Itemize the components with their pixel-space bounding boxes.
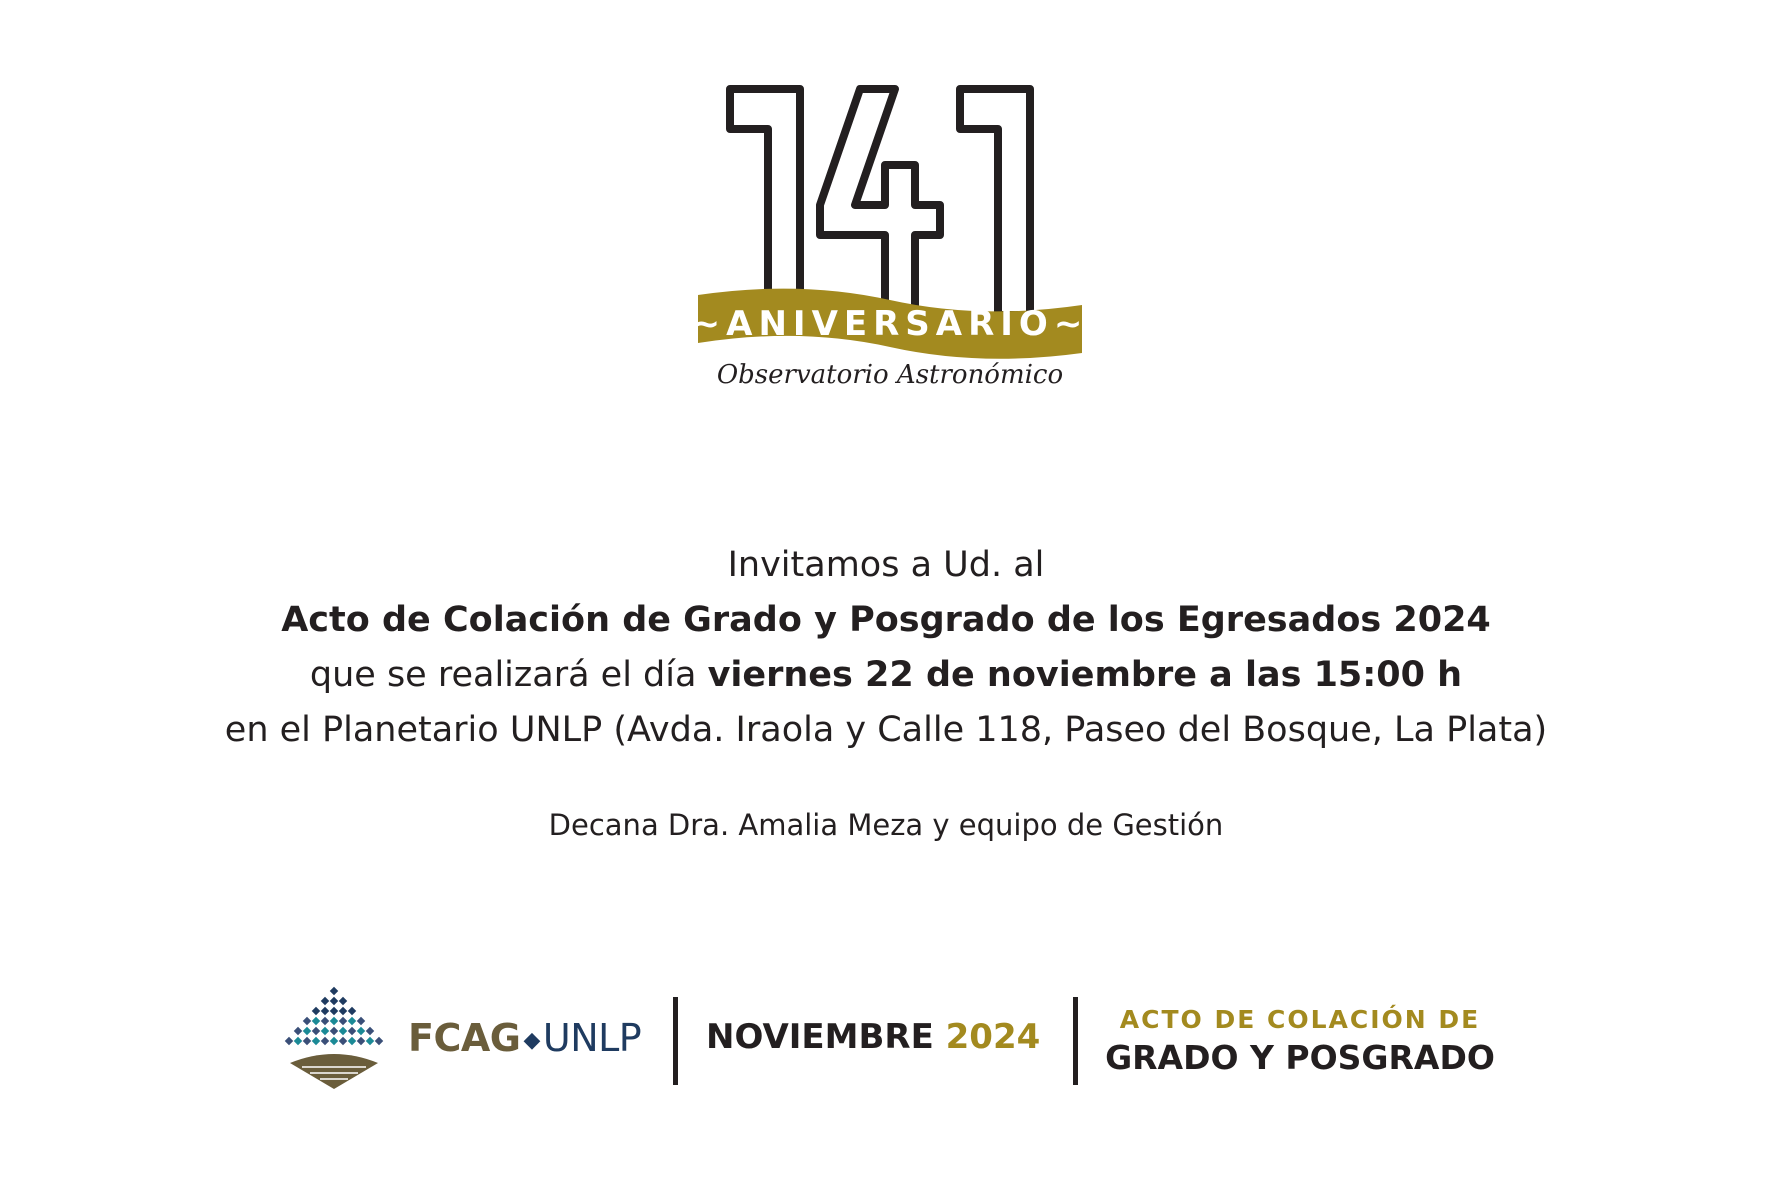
event-title: Acto de Colación de Grado y Posgrado de los Egresados 2024 bbox=[281, 600, 1491, 640]
unlp-label: UNLP bbox=[542, 1016, 642, 1060]
separator-diamond: ◆ bbox=[523, 1028, 540, 1053]
fcag-unlp-wordmark bbox=[408, 1016, 641, 1060]
observatorio-subtitle: Observatorio Astronómico bbox=[716, 360, 1064, 390]
invitation-line-2 bbox=[0, 593, 1772, 648]
invitation-line-4: en el Planetario UNLP (Avda. Iraola y Calle 118, Paseo del Bosque, La Plata) bbox=[224, 710, 1548, 750]
year-label: 2024 bbox=[945, 1017, 1041, 1057]
invitation-line-1: Invitamos a Ud. al bbox=[727, 545, 1045, 585]
event-date: viernes 22 de noviembre a las 15:00 h bbox=[707, 655, 1463, 695]
invitation-block bbox=[0, 538, 1772, 758]
divider-1 bbox=[673, 997, 678, 1085]
fcag-logo-icon bbox=[282, 985, 386, 1089]
signature: Decana Dra. Amalia Meza y equipo de Gestión bbox=[548, 808, 1224, 842]
acto-block bbox=[1100, 1005, 1500, 1077]
aniversario-text: ~ANIVERSARIO~ bbox=[691, 304, 1089, 344]
divider-2 bbox=[1073, 997, 1078, 1085]
date-prefix: que se realizará el día bbox=[309, 655, 708, 695]
month-label: NOVIEMBRE bbox=[706, 1017, 946, 1057]
fcag-label: FCAG bbox=[408, 1016, 521, 1060]
aniversario-141-logo bbox=[690, 85, 1090, 395]
month-year bbox=[706, 1017, 1040, 1057]
footer bbox=[0, 985, 1772, 1095]
acto-line-1: ACTO DE COLACIÓN DE bbox=[1119, 1005, 1481, 1034]
invitation-line-3 bbox=[0, 648, 1772, 703]
acto-line-2: GRADO Y POSGRADO bbox=[1105, 1038, 1495, 1077]
